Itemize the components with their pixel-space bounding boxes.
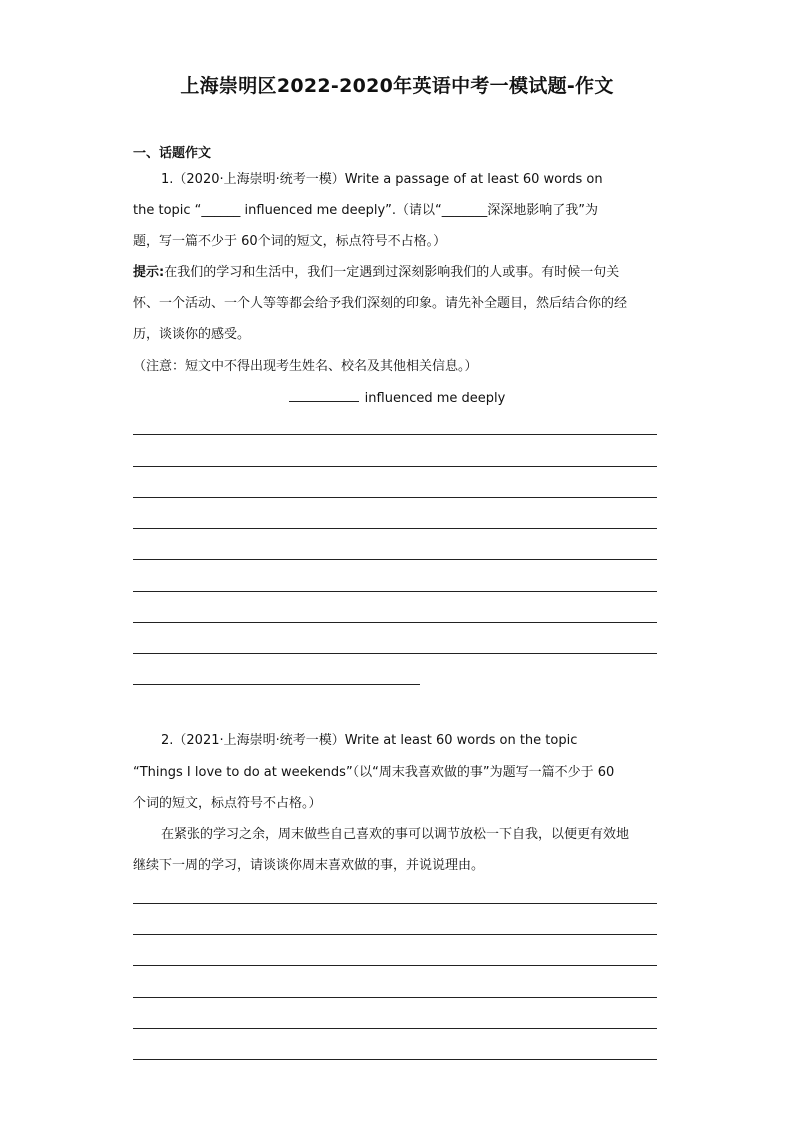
q2-prompt-line-2: 继续下一周的学习，请谈谈你周末喜欢做的事，并说说理由。 — [133, 858, 485, 873]
q1-topic-title-row — [0, 389, 794, 406]
writing-line[interactable] — [133, 497, 657, 498]
q1-note: （注意：短文中不得出现考生姓名、校名及其他相关信息。） — [133, 359, 478, 374]
writing-line[interactable] — [133, 559, 657, 560]
q2-prompt-line-1: 在紧张的学习之余，周末做些自己喜欢的事可以调节放松一下自我，以便更有效地 — [161, 827, 630, 842]
topic-blank[interactable] — [289, 389, 359, 402]
writing-line[interactable] — [133, 591, 657, 592]
q1-line-1: 1.（2020·上海崇明·统考一模）Write a passage of at least 60 words on — [161, 172, 603, 187]
hint-text-1: 在我们的学习和生活中，我们一定遇到过深刻影响我们的人或事。有时候一句关 — [164, 265, 620, 280]
writing-line[interactable] — [133, 965, 657, 966]
writing-line[interactable] — [133, 434, 657, 435]
writing-line-short[interactable] — [133, 684, 420, 685]
writing-line[interactable] — [133, 466, 657, 467]
q1-hint-line-2: 怀、一个活动、一个人等等都会给予我们深刻的印象。请先补全题目，然后结合你的经 — [133, 296, 628, 311]
q1-hint-line-1 — [133, 264, 619, 282]
q2-line-1: 2.（2021·上海崇明·统考一模）Write at least 60 words on the topic — [161, 733, 578, 748]
q1-line-3: 题，写一篇不少于 60个词的短文，标点符号不占格。） — [133, 234, 447, 249]
section-heading: 一、话题作文 — [133, 146, 212, 161]
writing-line[interactable] — [133, 934, 657, 935]
writing-line[interactable] — [133, 1028, 657, 1029]
q2-line-3: 个词的短文，标点符号不占格。） — [133, 796, 322, 811]
q1-hint-line-3: 历，谈谈你的感受。 — [133, 327, 251, 342]
q1-topic-title: influenced me deeply — [364, 391, 506, 406]
writing-line[interactable] — [133, 528, 657, 529]
writing-line[interactable] — [133, 1059, 657, 1060]
hint-label: 提示: — [133, 265, 165, 280]
writing-line[interactable] — [133, 653, 657, 654]
page-title: 上海崇明区2022-2020年英语中考一模试题-作文 — [180, 75, 614, 97]
writing-line[interactable] — [133, 903, 657, 904]
q2-line-2: “Things I love to do at weekends”（以“周末我喜欢做的事”为题写一篇不少于 60 — [133, 765, 615, 780]
writing-line[interactable] — [133, 997, 657, 998]
writing-line[interactable] — [133, 622, 657, 623]
q1-line-2: the topic “______ influenced me deeply”.（请以“_______深深地影响了我”为 — [133, 203, 599, 218]
